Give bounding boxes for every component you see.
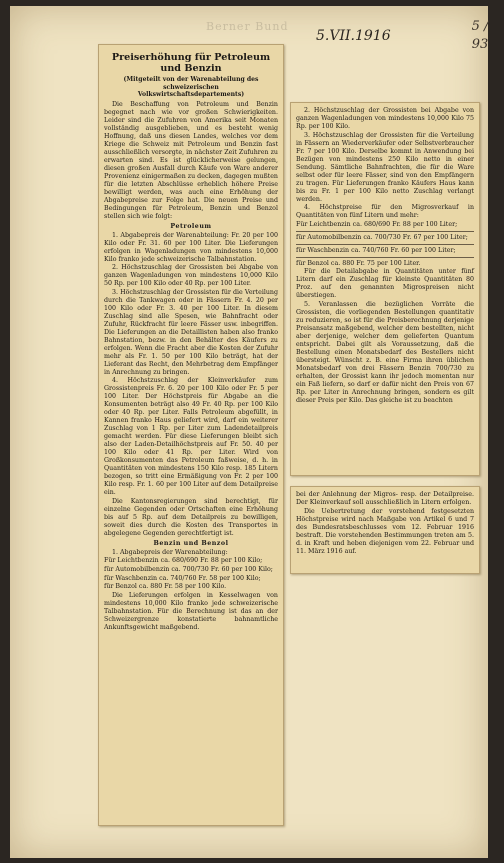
paragraph-closing-2: Die Uebertretung der vorstehend festgesetzten Höchstpreise wird nach Maßgabe von Artikel 6 und 7 des Bundesratsbeschlusses vom 12. Februar 1916 bestraft. Die vorstehenden Bestimmungen treten am 5. d. in Kraft und heben diejenigen vom 22. Februar und 11. März 1916 auf.	[296, 507, 474, 555]
paragraph-petroleum-1: 1. Abgabepreis der Warenabteilung: Fr. 20 per 100 Kilo oder Fr. 31. 60 per 100 Liter. Die Lieferungen erfolgen in Wagenladungen von mindestens 10,000 Kilo franko jede schweizerische Talbahnstation.	[104, 231, 278, 263]
folio-number: 5 / 93	[471, 19, 489, 52]
divider	[296, 257, 474, 258]
paragraph-closing-1: bei der Anlehnung der Migros- resp. der Detailpreise. Der Kleinverkauf soll ausschließlich in Litern erfolgen.	[296, 491, 474, 506]
migros-price-leichtbenzin: Für Leichtbenzin ca. 680/690 Fr. 88 per 100 Liter;	[296, 220, 458, 228]
migros-price-automobilbenzin: für Automobilbenzin ca. 700/730 Fr. 67 per 100 Liter;	[296, 233, 468, 241]
paragraph-petroleum-4: 4. Höchstzuschlag der Kleinverkäufer zum Grossistenpreis Fr. 6. 20 per 100 Kilo oder Fr. 5 per 100 Liter. Der Höchstpreis für Abgabe an die Konsumenten beträgt also 49 Fr. 40 Rp. per 100 Kilo oder 40 Rp. per Liter. Falls Petroleum abgefüllt, in Kannen franko Haus geliefert wird, darf ein weiterer Zuschlag von 1 Rp. per Liter zum Ladendetailpreis gemacht werden. Für diese Lieferungen bleibt sich also der Laden-Detailhöchstpreis auf Fr. 50. 40 per 100 Kilo oder 41 Rp. per Liter. Wird von Großkonsumenten das Petroleum faßweise, d. h. in Quantitäten von mindestens 150 Kilo resp. 185 Litern bezogen, so tritt eine Ermäßigung von Fr. 2 per 100 Kilo resp. Fr. 1. 60 per 100 Liter auf dem Detailpreise ein.	[104, 377, 278, 497]
price-line-waschbenzin: für Waschbenzin ca. 740/760 Fr. 58 per 100 Kilo;	[104, 574, 261, 582]
paragraph-benzin-1-head: 1. Abgabepreis der Warenabteilung:	[112, 548, 228, 556]
article-title-line1: Preiserhöhung für Petroleum	[111, 52, 271, 63]
faded-stamp: Berner Bund	[206, 20, 289, 33]
migros-price-benzol: für Benzol ca. 880 Fr. 75 per 100 Liter.	[296, 259, 421, 267]
paragraph-benzin-5: 5. Veranlassen die bezüglichen Vorräte die Grossisten, die vorliegenden Bestellungen quantitativ zu reduzieren, so ist für die Preisberechnung derjenige Preisansatz maßgebend, welcher dem bestellten, nicht aber derjenige, welcher dem gelieferten Quantum entspricht. Dabei gilt als Voraussetzung, daß die Bestellung einen Monatsbedarf des Bestellers nicht übersteigt. Wünscht z. B. eine Firma ihren üblichen Monatsbedarf von drei Fässern Benzin 700/730 zu erhalten, der Grossist kann ihr jedoch momentan nur ein Faß liefern, so darf er dafür nicht den Preis von 67 Rp. per Liter in Anrechnung bringen, sondern es gilt dieser Preis per Kilo. Das gleiche ist zu beachten	[296, 300, 474, 404]
price-line-benzol: für Benzol ca. 880 Fr. 58 per 100 Kilo.	[104, 583, 227, 591]
divider	[296, 244, 474, 245]
paragraph-benzin-4-head: 4. Höchstpreise für den Migrosverkauf in Quantitäten von fünf Litern und mehr:	[296, 204, 474, 220]
article-intro: Die Beschaffung von Petroleum und Benzin begegnet nach wie vor großen Schwierigkeiten. Leider sind die Zufuhren von Amerika seit Monaten vollständig ausgeblieben, und es besteht wenig Hoffnung, daß uns diesen Landes, welches vor dem Kriege die Schweiz mit Petroleum und Benzin fast ausschließlich versorgte, in nächster Zeit Zufuhren zu erwarten sind. Es ist glücklicherweise gelungen, diesen großen Ausfall durch Käufe von Ware anderer Provenienz einigermaßen zu decken, dagegen mußten für die letzten Abschlüsse erheblich höhere Preise bewilligt werden, was auch eine Erhöhung der Abgabepreise zur Folge hat. Die neuen Preise und Bedingungen für Petroleum, Benzin und Benzol stellen sich wie folgt:	[104, 100, 278, 220]
paragraph-benzin-2: 2. Höchstzuschlag der Grossisten bei Abgabe von ganzen Wagenladungen von mindestens 10,000 Kilo 75 Rp. per 100 Kilo.	[296, 107, 474, 130]
paragraph-benzin-4-tail: Für die Detailabgabe in Quantitäten unter fünf Litern darf ein Zuschlag für kleinste Quantitäten 80 Proz. auf den genannten Migrospreisen nicht überstiegen.	[296, 268, 474, 300]
divider	[296, 231, 474, 232]
paragraph-petroleum-3: 3. Höchstzuschlag der Grossisten für die Verteilung durch die Tankwagen oder in Fässern Fr. 4. 20 per 100 Kilo oder Fr. 3. 40 per 100 Liter. In diesem Zuschlag sind alle Spesen, wie Bahnfracht oder Zufuhr, Rückfracht für leere Fässer usw. inbegriffen. Die Lieferungen an die Detaillisten haben also franko Bahnstation, bezw. in den Behälter des Käufers zu erfolgen. Wenn die Fracht aber die Kosten der Zufuhr mehr als Fr. 1. 50 per 100 Kilo beträgt, hat der Lieferant das Recht, den Mehrbetrag dem Empfänger in Anrechnung zu bringen.	[104, 288, 278, 376]
article-subtitle: (Mitgeteilt von der Warenabteilung des schweizerischen Volkswirtschaftsdepartements)	[123, 76, 259, 98]
newspaper-clipping-closing	[290, 486, 480, 574]
section-heading-benzin: Benzin und Benzol	[153, 539, 229, 547]
article-title-line2: und Benzin	[160, 62, 222, 74]
price-line-automobilbenzin: für Automobilbenzin ca. 700/730 Fr. 60 per 100 Kilo;	[104, 566, 273, 574]
handwritten-date: 5.VII.1916	[316, 28, 391, 44]
price-line-leichtbenzin: Für Leichtbenzin ca. 680/690 Fr. 88 per 100 Kilo;	[104, 557, 263, 565]
newspaper-clipping-main	[98, 44, 284, 826]
migros-price-waschbenzin: für Waschbenzin ca. 740/760 Fr. 60 per 100 Liter;	[296, 246, 456, 254]
newspaper-clipping-continuation	[290, 102, 480, 476]
section-heading-petroleum: Petroleum	[170, 222, 212, 230]
paragraph-petroleum-2: 2. Höchstzuschlag der Grossisten bei Abgabe von ganzen Wagenladungen von mindestens 10,000 Kilo 50 Rp. per 100 Kilo oder 40 Rp. per 100 Liter.	[104, 264, 278, 288]
paragraph-benzin-1-tail: Die Lieferungen erfolgen in Kesselwagen von mindestens 10,000 Kilo franko jede schweizerische Talbahnstation. Für die Berechnung ist das an der Schweizergrenze konstatierte bahnamtliche Ankunftsgewicht maßgebend.	[104, 591, 278, 631]
paragraph-petroleum-5: Die Kantonsregierungen sind berechtigt, für einzelne Gegenden oder Ortschaften eine Erhöhung bis auf 5 Rp. auf dem Detailpreis zu bewilligen, soweit dies durch die Kosten des Transportes in abgelegene Gegenden gerechtfertigt ist.	[104, 497, 278, 537]
paragraph-benzin-3: 3. Höchstzuschlag der Grossisten für die Verteilung in Fässern an Wiederverkäufer oder Selbstverbraucher Fr. 7 per 100 Kilo. Derselbe kommt in Anwendung bei Bezügen von mindestens 250 Kilo netto in einer Sendung. Sämtliche Bahnfrachten, die für die Ware selbst oder für leere Fässer, sind von den Empfängern zu tragen. Für Lieferungen franko Käufers Haus kann bis zu Fr. 1 per 100 Kilo netto Zuschlag verlangt werden.	[296, 131, 474, 203]
